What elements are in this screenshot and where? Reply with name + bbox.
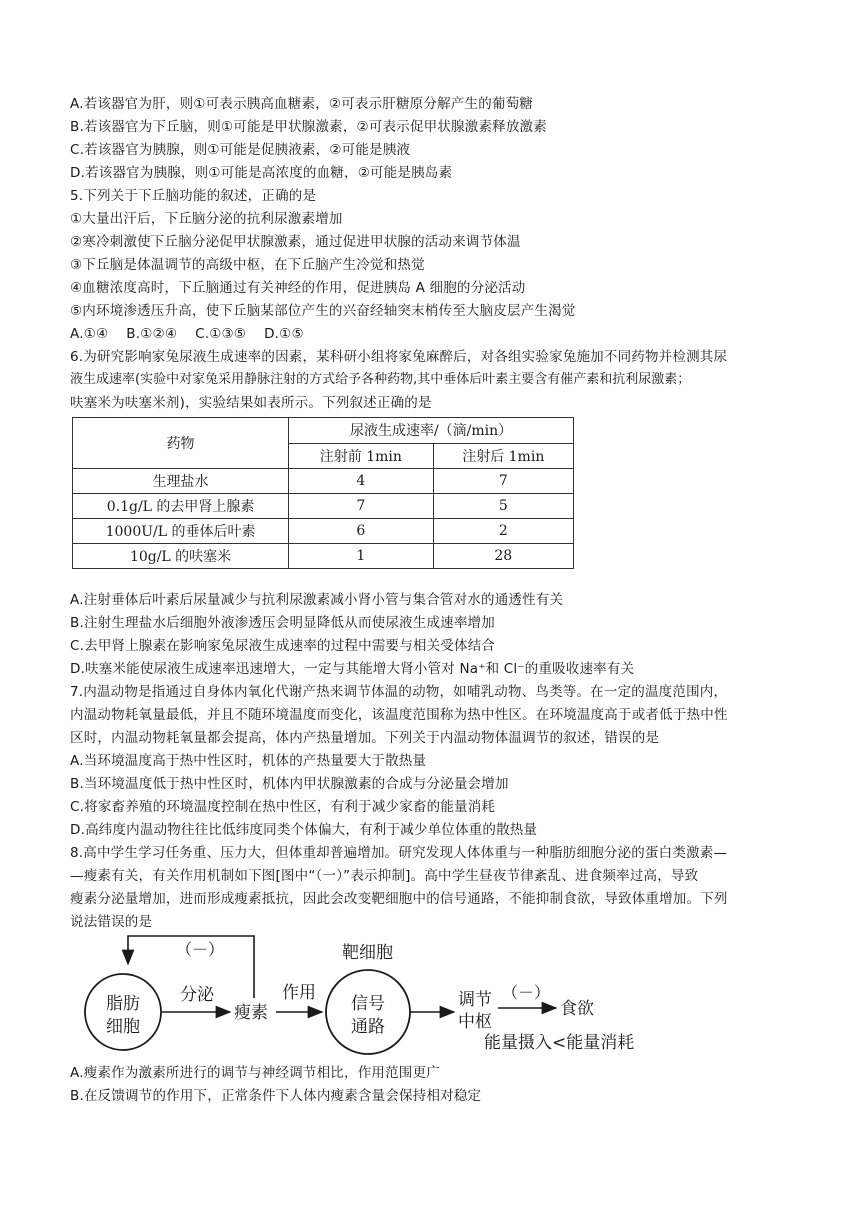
header-before: 注射前 1min	[289, 443, 433, 469]
regulate-label-1: 调节	[458, 990, 492, 1010]
cell-after: 28	[433, 544, 573, 569]
q6-option-b: B.注射生理盐水后细胞外液渗透压会明显降低从而使尿液生成速率增加	[70, 615, 495, 631]
secrete-label: 分泌	[180, 985, 214, 1005]
act-label: 作用	[282, 983, 316, 1003]
q8-stem-line-1: 8.高中学生学习任务重、压力大，但体重却普遍增加。研究发现人体体重与一种脂肪细胞分泌的蛋白类激素—	[70, 845, 728, 861]
q8-option-b: B.在反馈调节的作用下，正常条件下人体内瘦素含量会保持相对稳定	[70, 1088, 482, 1104]
q4-option-b: B.若该器官为下丘脑，则①可能是甲状腺激素，②可表示促甲状腺激素释放激素	[70, 119, 547, 135]
q8-stem-line-2: —瘦素有关，有关作用机制如下图[图中“（一）”表示抑制]。高中学生昼夜节律紊乱、进食频率过高，导致	[70, 868, 699, 884]
q7-stem-line-2: 内温动物耗氧量最低，并且不随环境温度而变化，该温度范围称为热中性区。在环境温度高于或者低于热中性	[70, 707, 728, 723]
cell-drug: 10g/L 的呋塞米	[73, 544, 289, 569]
cell-before: 6	[289, 519, 433, 544]
q5-statement-2: ②寒冷刺激使下丘脑分泌促甲状腺激素，通过促进甲状腺的活动来调节体温	[70, 234, 521, 250]
appetite-inhibit-label: （－）	[502, 983, 551, 1002]
appetite-label: 食欲	[560, 999, 594, 1019]
q7-option-d: D.高纬度内温动物往往比低纬度同类个体偏大，有利于减少单位体重的散热量	[70, 822, 538, 838]
q6-stem-line-1: 6.为研究影响家兔尿液生成速率的因素，某科研小组将家兔麻醉后，对各组实验家兔施加不同药物并检测其尿	[70, 349, 728, 365]
table-header-row	[73, 418, 574, 444]
q5-statement-4: ④血糖浓度高时，下丘脑通过有关神经的作用，促进胰岛 A 细胞的分泌活动	[70, 280, 526, 296]
cell-before: 7	[289, 494, 433, 519]
cell-drug: 0.1g/L 的去甲肾上腺素	[73, 494, 289, 519]
q5-stem: 5.下列关于下丘脑功能的叙述，正确的是	[70, 188, 317, 204]
q7-option-c: C.将家畜养殖的环境温度控制在热中性区，有利于减少家畜的能量消耗	[70, 799, 496, 815]
q6-stem-line-2: 液生成速率(实验中对家兔采用静脉注射的方式给予各种药物,其中垂体后叶素主要含有催产素和抗利尿激素；	[70, 372, 691, 387]
header-drug: 药物	[73, 418, 289, 469]
q8-stem-line-3: 瘦素分泌量增加，进而形成瘦素抵抗，因此会改变靶细胞中的信号通路，不能抑制食欲，导致体重增加。下列	[70, 891, 728, 907]
q6-option-c: C.去甲肾上腺素在影响家兔尿液生成速率的过程中需要与相关受体结合	[70, 638, 496, 654]
q5-statement-5: ⑤内环境渗透压升高，使下丘脑某部位产生的兴奋经轴突末梢传至大脑皮层产生渴觉	[70, 303, 576, 319]
q8-stem-line-4: 说法错误的是	[70, 914, 153, 930]
feedback-inhibit-label: （－）	[176, 940, 225, 959]
cell-after: 7	[433, 469, 573, 494]
header-after: 注射后 1min	[433, 443, 573, 469]
table-row	[73, 494, 574, 519]
fat-cell-label-1: 脂肪	[106, 994, 140, 1014]
regulate-label-2: 中枢	[458, 1012, 492, 1032]
q5-statement-3: ③下丘脑是体温调节的高级中枢，在下丘脑产生冷觉和热觉	[70, 257, 425, 273]
leptin-mechanism-diagram	[80, 928, 680, 1058]
q8-option-a: A.瘦素作为激素所进行的调节与神经调节相比，作用范围更广	[70, 1065, 440, 1081]
q4-option-a: A.若该器官为肝，则①可表示胰高血糖素，②可表示肝糖原分解产生的葡萄糖	[70, 96, 533, 112]
q6-stem-line-3: 呋塞米为呋塞米剂)，实验结果如表所示。下列叙述正确的是	[70, 395, 432, 411]
header-rate: 尿液生成速率/（滴/min）	[289, 418, 574, 444]
cell-drug: 1000U/L 的垂体后叶素	[73, 519, 289, 544]
cell-after: 5	[433, 494, 573, 519]
q7-stem-line-3: 区时，内温动物耗氧量都会提高，体内产热量增加。下列关于内温动物体温调节的叙述，错误的是	[70, 730, 660, 746]
q6-option-d: D.呋塞米能使尿液生成速率迅速增大，一定与其能增大肾小管对 Na⁺和 Cl⁻的重吸收速率有关	[70, 661, 635, 677]
cell-after: 2	[433, 519, 573, 544]
q4-option-c: C.若该器官为胰腺，则①可能是促胰液素，②可能是胰液	[70, 142, 411, 158]
q6-option-a: A.注射垂体后叶素后尿量减少与抗利尿激素减小肾小管与集合管对水的通透性有关	[70, 592, 564, 608]
q5-statement-1: ①大量出汗后，下丘脑分泌的抗利尿激素增加	[70, 211, 343, 227]
q7-option-a: A.当环境温度高于热中性区时，机体的产热量要大于散热量	[70, 753, 427, 769]
q4-option-d: D.若该器官为胰腺，则①可能是高浓度的血糖，②可能是胰岛素	[70, 165, 453, 181]
fat-cell-label-2: 细胞	[106, 1017, 140, 1037]
table-row	[73, 544, 574, 569]
signal-label-1: 信号	[351, 994, 385, 1014]
q7-option-b: B.当环境温度低于热中性区时，机体内甲状腺激素的合成与分泌量会增加	[70, 776, 509, 792]
energy-balance-label: 能量摄入<能量消耗	[484, 1033, 635, 1053]
drug-table	[72, 417, 574, 569]
cell-drug: 生理盐水	[73, 469, 289, 494]
cell-before: 1	[289, 544, 433, 569]
target-cell-label: 靶细胞	[342, 943, 393, 963]
q7-stem-line-1: 7.内温动物是指通过自身体内氧化代谢产热来调节体温的动物，如哺乳动物、鸟类等。在一定的温度范围内，	[70, 684, 728, 700]
cell-before: 4	[289, 469, 433, 494]
table-row	[73, 469, 574, 494]
q5-options: A.①④ B.①②④ C.①③⑤ D.①⑤	[70, 326, 304, 342]
signal-label-2: 通路	[351, 1017, 385, 1037]
leptin-label: 瘦素	[234, 1003, 268, 1023]
table-row	[73, 519, 574, 544]
